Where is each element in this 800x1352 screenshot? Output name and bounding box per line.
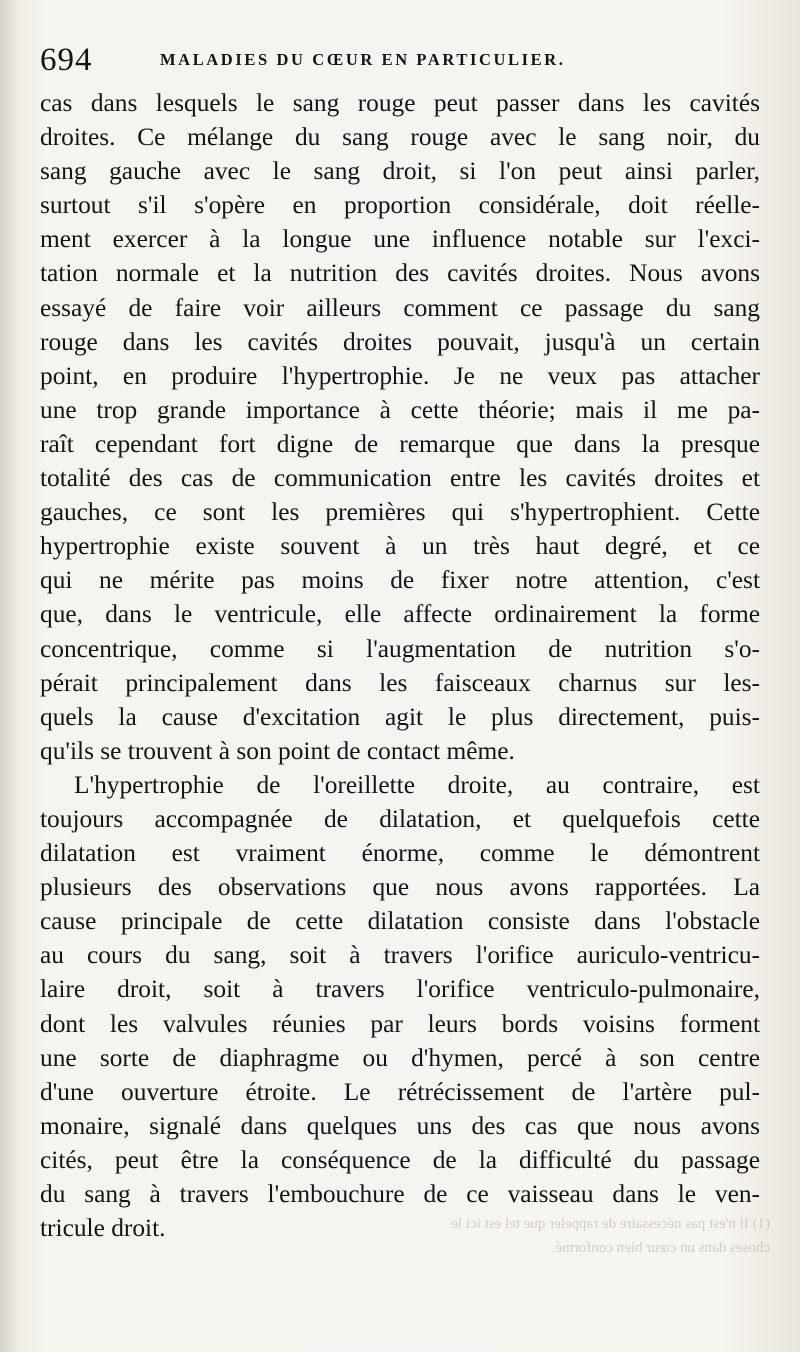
text-line: toujours accompagnée de dilatation, et quelquefois cette xyxy=(40,804,760,833)
text-line: rouge dans les cavités droites pouvait, jusqu'à un certain xyxy=(40,327,760,356)
text-line: laire droit, soit à travers l'orifice ventriculo-pulmonaire, xyxy=(40,975,760,1004)
page-number: 694 xyxy=(40,42,93,78)
paragraph-2 xyxy=(40,768,760,1245)
text-line: qui ne mérite pas moins de fixer notre attention, c'est xyxy=(40,566,760,595)
text-line: essayé de faire voir ailleurs comment ce passage du sang xyxy=(40,293,760,322)
show-through-line: (1) Il n'est pas nécessaire de rappeler que tel est ici le xyxy=(451,1216,770,1232)
show-through-text xyxy=(380,1212,770,1260)
text-line: quels la cause d'excitation agit le plus directement, puis- xyxy=(40,702,760,731)
text-line: sang gauche avec le sang droit, si l'on peut ainsi parler, xyxy=(40,157,760,186)
text-line: tation normale et la nutrition des cavités droites. Nous avons xyxy=(40,259,760,288)
text-line: que, dans le ventricule, elle affecte ordinairement la forme xyxy=(40,600,760,629)
text-line: qu'ils se trouvent à son point de contact même. xyxy=(40,736,515,765)
text-line: une trop grande importance à cette théorie; mais il me pa- xyxy=(40,395,760,424)
text-line: droites. Ce mélange du sang rouge avec le sang noir, du xyxy=(40,123,760,152)
text-line: d'une ouverture étroite. Le rétrécissement de l'artère pul- xyxy=(40,1077,760,1106)
text-line: cause principale de cette dilatation consiste dans l'obstacle xyxy=(40,907,760,936)
text-line: une sorte de diaphragme ou d'hymen, percé à son centre xyxy=(40,1043,760,1072)
text-line: ment exercer à la longue une influence notable sur l'exci- xyxy=(40,225,760,254)
show-through-line: choses dans un cœur bien conformé. xyxy=(551,1240,770,1256)
text-line: raît cependant fort digne de remarque que dans la presque xyxy=(40,429,760,458)
text-line: pérait principalement dans les faisceaux charnus sur les- xyxy=(40,668,760,697)
text-line: au cours du sang, soit à travers l'orifice auriculo-ventricu- xyxy=(40,941,760,970)
text-line: cités, peut être la conséquence de la difficulté du passage xyxy=(40,1145,760,1174)
text-line: cas dans lesquels le sang rouge peut passer dans les cavités xyxy=(40,89,760,117)
text-line: totalité des cas de communication entre les cavités droites et xyxy=(40,464,760,493)
text-line: gauches, ce sont les premières qui s'hypertrophient. Cette xyxy=(40,498,760,527)
running-head: MALADIES DU CŒUR EN PARTICULIER. xyxy=(160,50,566,69)
text-line: monaire, signalé dans quelques uns des cas que nous avons xyxy=(40,1111,760,1140)
text-line: L'hypertrophie de l'oreillette droite, au contraire, est xyxy=(74,770,760,799)
body-text xyxy=(40,86,760,1245)
text-line: hypertrophie existe souvent à un très haut degré, et ce xyxy=(40,532,760,561)
text-line: concentrique, comme si l'augmentation de nutrition s'o- xyxy=(40,634,760,663)
page-gutter-shadow xyxy=(0,0,18,1352)
text-line: dont les valvules réunies par leurs bords voisins forment xyxy=(40,1009,760,1038)
text-line: dilatation est vraiment énorme, comme le démontrent xyxy=(40,839,760,868)
text-line: point, en produire l'hypertrophie. Je ne veux pas attacher xyxy=(40,361,760,390)
text-line: plusieurs des observations que nous avons rapportées. La xyxy=(40,873,760,902)
paragraph-1 xyxy=(40,86,760,768)
text-line: tricule droit. xyxy=(40,1214,166,1243)
text-line: du sang à travers l'embouchure de ce vaisseau dans le ven- xyxy=(40,1180,760,1208)
text-line: surtout s'il s'opère en proportion considérale, doit réelle- xyxy=(40,191,760,220)
page-header xyxy=(40,40,760,80)
